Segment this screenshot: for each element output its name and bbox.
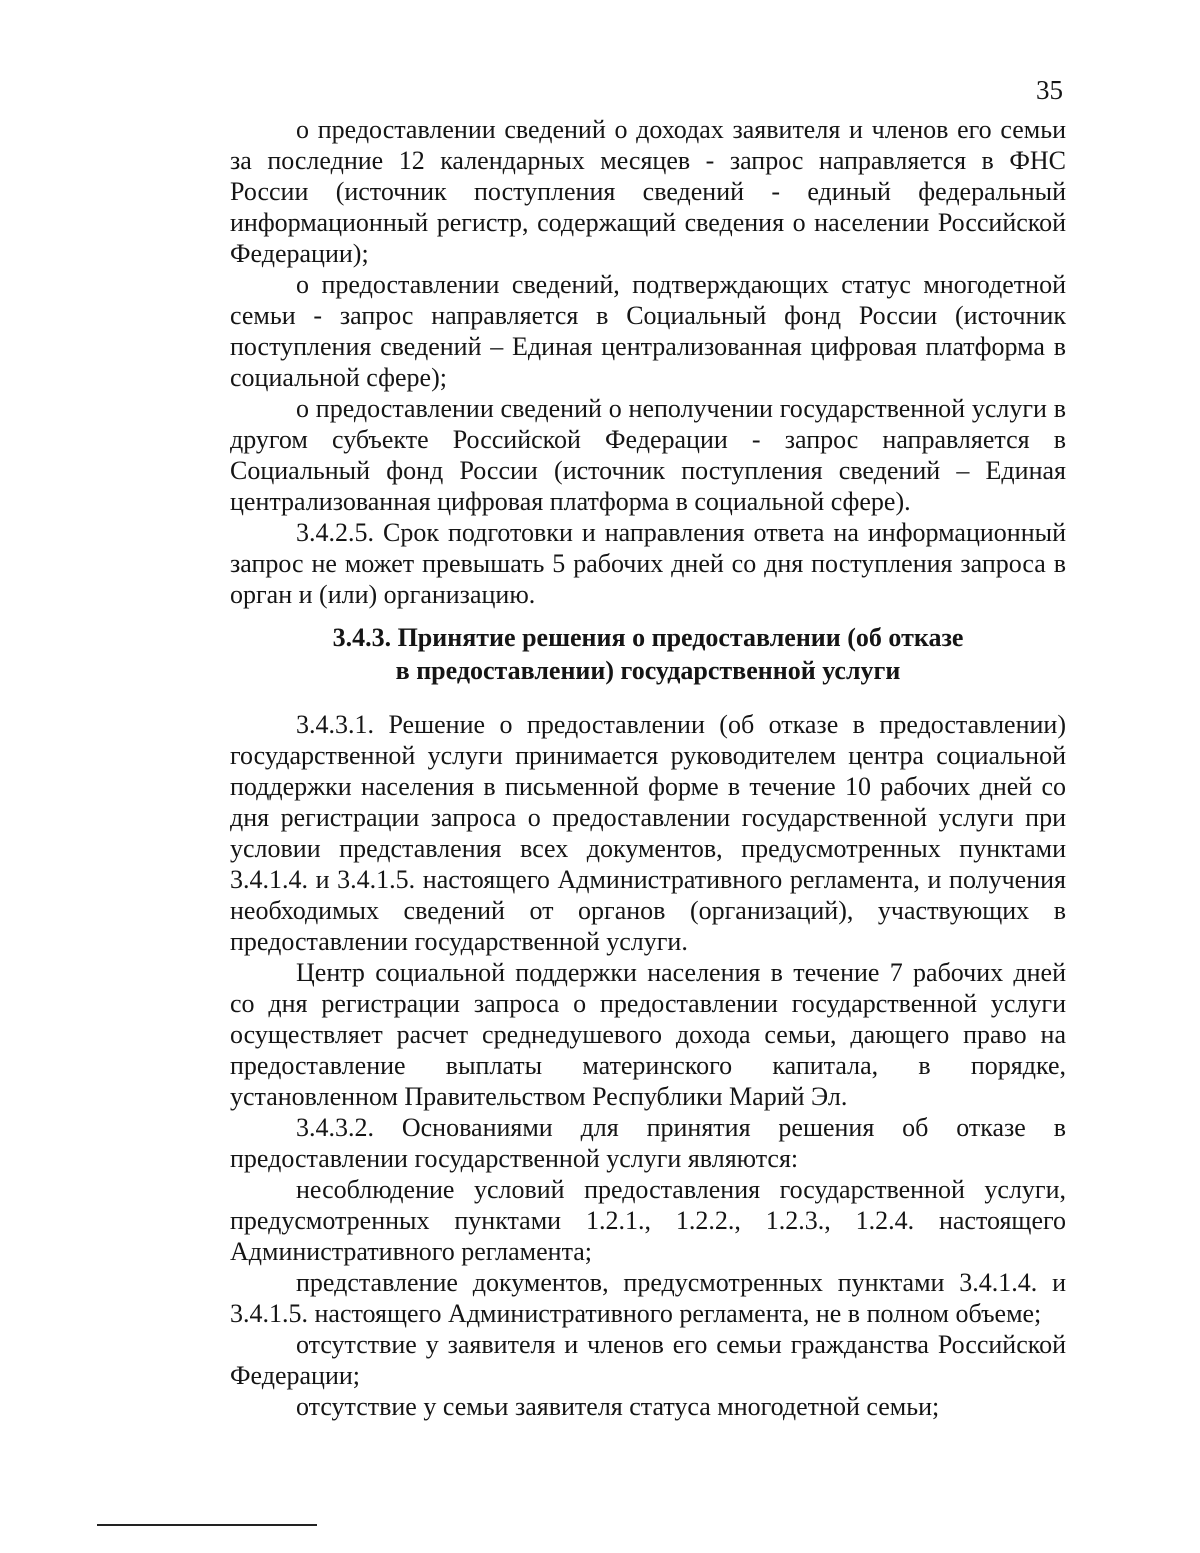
paragraph-income-request: о предоставлении сведений о доходах заявителя и членов его семьи за последние 12 календарных месяцев - запрос направляется в ФНС России (источник поступления сведений - единый федеральный информационный регистр, содержащий сведения о населении Российской Федерации); [230,115,1066,268]
section-heading-line-2: в предоставлении) государственной услуги [395,656,901,685]
section-heading-line-1: 3.4.3. Принятие решения о предоставлении (об отказе [332,623,964,652]
main-text-block [230,709,1066,1422]
list-item-citizenship: отсутствие у заявителя и членов его семьи гражданства Российской Федерации; [230,1330,1066,1390]
page-number: 35 [1036,75,1063,105]
paragraph-non-receipt-request: о предоставлении сведений о неполучении государственной услуги в другом субъекте Российской Федерации - запрос направляется в Социальный фонд России (источник поступления сведений – Единая централизованная цифровая платформа в социальной сфере). [230,394,1066,516]
paragraph-3-4-3-1: 3.4.3.1. Решение о предоставлении (об отказе в предоставлении) государственной услуги принимается руководителем центра социальной поддержки населения в письменной форме в течение 10 рабочих дней со дня регистрации запроса о предоставлении государственной услуги при условии представления всех документов, предусмотренных пунктами 3.4.1.4. и 3.4.1.5. настоящего Административного регламента, и получения необходимых сведений от органов (организаций), участвующих в предоставлении государственной услуги. [230,710,1066,956]
list-item-large-family-status: отсутствие у семьи заявителя статуса многодетной семьи; [296,1392,940,1421]
top-text-block [230,114,1066,610]
list-item-conditions: несоблюдение условий предоставления государственной услуги, предусмотренных пунктами 1.2.1., 1.2.2., 1.2.3., 1.2.4. настоящего Административного регламента; [230,1175,1066,1266]
paragraph-large-family-request: о предоставлении сведений, подтверждающих статус многодетной семьи - запрос направляется в Социальный фонд России (источник поступления сведений – Единая централизованная цифровая платформа в социальной сфере); [230,270,1066,392]
list-item-documents: представление документов, предусмотренных пунктами 3.4.1.4. и 3.4.1.5. настоящего Административного регламента, не в полном объеме; [230,1268,1066,1328]
paragraph-3-4-3-2: 3.4.3.2. Основаниями для принятия решения об отказе в предоставлении государственной услуги являются: [230,1113,1066,1173]
section-heading [230,621,1066,687]
paragraph-3-4-2-5: 3.4.2.5. Срок подготовки и направления ответа на информационный запрос не может превышать 5 рабочих дней со дня поступления запроса в орган и (или) организацию. [230,518,1066,609]
footnote-divider [97,1524,317,1526]
paragraph-income-calculation: Центр социальной поддержки населения в течение 7 рабочих дней со дня регистрации запроса о предоставлении государственной услуги осуществляет расчет среднедушевого дохода семьи, дающего право на предоставление выплаты материнского капитала, в порядке, установленном Правительством Республики Марий Эл. [230,958,1066,1111]
